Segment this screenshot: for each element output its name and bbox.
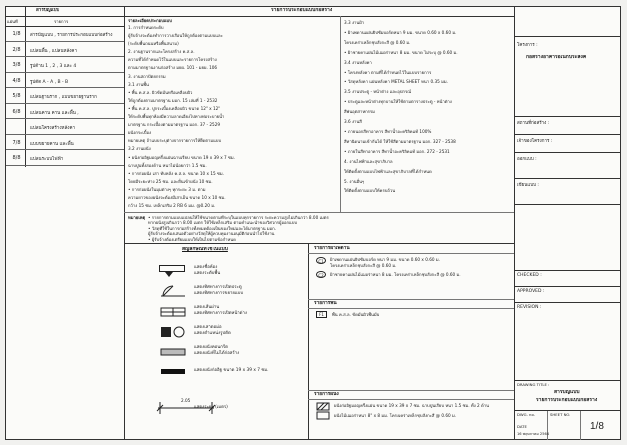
- sheet-number: 1/8: [590, 421, 604, 432]
- tb-blank: [514, 205, 621, 271]
- index-sheet-no: 8/8: [12, 155, 21, 161]
- spec-line: ให้ติดตั้งตามแบบไฟฟ้าและสุขาภิบาลที่ได้กำหนด: [344, 168, 432, 174]
- spec-line: • พื้น ค.ส.ล. ผิวขัดมันหรือเคลือบผิว: [128, 89, 193, 95]
- drawing-title-line-2: รายการประกอบแบบก่อสร้าง: [536, 398, 598, 403]
- index-header-no: แผ่นที่: [7, 19, 18, 24]
- spec-line: • โครงหลังคา ตามที่ได้กำหนดไว้ในแบบรายการ: [344, 69, 432, 75]
- drawing-title-line-1: สารบัญแบบ: [554, 390, 580, 395]
- tb-checked: CHECKED :: [514, 271, 621, 287]
- tb-drawn: เขียนแบบ :: [514, 179, 621, 205]
- spec-line: ผู้รับจ้างจะต้องเสนอตัวอย่างวัสดุให้ผู้ควบคุมงานอนุมัติก่อนนำไปใช้งาน: [148, 231, 275, 237]
- spec-line: • การก่อผนังในมุมต่างๆ ทุกระยะ 3 ม. ตาม: [128, 186, 206, 192]
- spec-line: • ผู้รับจ้างต้องเตรียมแบบให้เป็นไปตามข้อกำหนด: [148, 236, 236, 242]
- spec-line: มาตรฐาน กระเบื้องตามมาตรฐาน มอก. 37 - 2529: [128, 122, 221, 128]
- tb-owner: เจ้าของโครงการ :: [514, 135, 621, 153]
- spec-line: 3.2 งานผนัง: [128, 146, 151, 152]
- tb-location: สถานที่ก่อสร้าง :: [514, 117, 621, 135]
- spec-line: • รายการตามแบบแปลนให้ใช้ขนาดตามที่ระบุในแบบทุกรายการ ระยะความสูงไม่เกินกว่า 8.00 เมตร: [148, 215, 329, 220]
- spec-line: ให้ระดับพื้นทุกห้องมีความลาดเอียงไปทางท่อระบายน้ำ: [128, 114, 225, 120]
- spec-line: สีพ่นอุตสาหกรรม: [344, 109, 375, 115]
- spec-right-column: [344, 18, 512, 196]
- spec-line: 3. งานสถาปัตยกรรม: [128, 73, 166, 79]
- index-sheet-no: 6/8: [12, 108, 21, 115]
- index-row: [6, 26, 124, 42]
- index-caption: สารบัญแบบ: [36, 8, 60, 13]
- spec-line: • การก่อผนัง เสา ทับหลัง ค.ส.ล. ขนาด 10 x 15 ซม.: [128, 170, 224, 176]
- spec-line: 4. งานไฟฟ้าและสุขาภิบาล: [344, 158, 393, 164]
- floor-code-f1: F1: [316, 311, 327, 318]
- index-row: [6, 104, 124, 120]
- date-value: 16 พฤษภาคม 2564: [517, 432, 550, 436]
- spec-line: • ฝ้าเพดานแผ่นยิปซัมบอร์ดหนา 9 มม. ขนาด 0.60 x 0.60 ม.: [344, 29, 457, 35]
- wall-hatch-icon: [316, 402, 330, 420]
- index-sheet-title: สารบัญแบบ , รายการประกอบแบบก่อสร้าง: [30, 33, 113, 38]
- spec-line: • พื้น ค.ส.ล. ปูกระเบื้องเคลือบผิว ขนาด 12" x 12": [128, 105, 221, 111]
- spec-line: 1. การกำหนดระดับ: [128, 25, 164, 30]
- spec-line: • วัสดุที่ใช้ในการก่อสร้างทั้งหมดต้องเป็นของใหม่และได้มาตรฐาน มอก.: [148, 225, 277, 231]
- index-header-title: รายการ: [54, 19, 69, 24]
- index-sheet-no: 5/8: [12, 93, 21, 99]
- notes-prefix: หมายเหตุ: [128, 215, 146, 220]
- spec-line: 3.3 งานฝ้า: [344, 20, 365, 25]
- spec-line: 2. งานฐานรากและโครงสร้าง ค.ส.ล.: [128, 49, 195, 55]
- spec-line: 3.1 งานพื้น: [128, 81, 149, 87]
- index-sheet-title: แปลนระบบไฟฟ้า: [30, 157, 64, 162]
- spec-line: โดยมีระยะห่าง 25 ซม. และยื่นเข้าผนัง 10 ซม.: [128, 178, 213, 184]
- spec-line: หากผนังสูงเกินกว่า 8.00 เมตร ให้ใช้เหล็กเสริม ตามคำแนะนำของวิศวกรผู้ออกแบบ: [148, 220, 298, 226]
- index-row: [6, 88, 124, 104]
- index-sheet-title: แปลนพื้น , แปลนหลังคา: [30, 48, 77, 54]
- index-sheet-no: 7/8: [12, 139, 21, 146]
- index-row: [6, 135, 124, 151]
- index-sheet-title: แปลนฐานราก , แบบขยายฐานราก: [30, 95, 97, 100]
- index-sheet-no: 3/8: [12, 62, 21, 68]
- spec-line: • ประตูและหน้าต่างทุกบานให้ใช้ตามตารางประตู - หน้าต่าง: [344, 99, 452, 105]
- index-sheet-title: รูปด้าน 1 , 2 , 3 และ 4: [30, 64, 77, 69]
- index-sheet-title: แปลนโครงสร้างหลังคา: [30, 126, 75, 131]
- tb-approved: APPROVED :: [514, 287, 621, 303]
- spec-left-heading: รายละเอียดประกอบแบบ: [128, 18, 172, 23]
- project-name: ก่อสร้างอาคารอเนกประสงค์: [526, 55, 587, 60]
- index-row: [6, 57, 124, 73]
- index-sheet-title: รูปตัด A - A , B - B: [30, 79, 69, 85]
- index-divider: [124, 7, 125, 440]
- notes-block: [148, 215, 510, 242]
- spec-line: • ผนังก่ออิฐมอญครึ่งแผ่นฉาบเรียบ ขนาด 19 x 39 x 7 ซม.: [128, 154, 235, 160]
- index-sheet-title: แบบขยายคาน และพื้น: [30, 141, 74, 147]
- spec-line: ฉาบปูนทั้งสองด้าน หนาไม่น้อยกว่า 1.5 ซม.: [128, 162, 207, 168]
- spec-line: ตามมาตรฐานงานก่อสร้าง มยผ. 101 - มยผ. 106: [128, 65, 218, 71]
- spec-line: • ภายนอกสีทาอาคาร สีทาน้ำอะคริลิคแท้ 100%: [344, 128, 432, 134]
- tb-drawing-title: DRAWING TITLE : สารบัญแบบ รายการประกอบแบบก่อสร้าง: [514, 381, 621, 411]
- spec-line: ผนังกระเบื้อง: [128, 130, 152, 136]
- spec-line: 3.4 งานหลังคา: [344, 59, 372, 65]
- index-row: [6, 73, 124, 89]
- spec-line: ผู้รับจ้างจะต้องทำการวางเรือนให้ถูกต้องตามแบบและ: [128, 33, 223, 39]
- spec-title: รายการประกอบแบบก่อสร้าง: [271, 8, 333, 13]
- spec-line: สีทานิดนามเข้ากันได้ ให้ใช้สีตามมาตรฐาน มอก. 327 - 2538: [344, 138, 456, 144]
- spec-line: 3.6 งานสี: [344, 119, 362, 125]
- index-sheet-no: 2/8: [12, 46, 21, 53]
- ceiling-title: รายการฝ้าเพดาน: [314, 246, 350, 251]
- spec-line: (ระดับพื้นถนนหรือพื้นสนาม): [128, 41, 179, 47]
- tb-project: โครงการ : ก่อสร้างอาคารอเนกประสงค์: [514, 37, 621, 117]
- spec-line: กว้าง 15 ซม. เหล็กเสริม 2 RB 6 มม. @0.20 ม.: [128, 203, 216, 209]
- index-sheet-no: 4/8: [12, 77, 21, 84]
- tb-sheet: DWG. no. SHEET NO. DATE 16 พฤษภาคม 2564 1/8: [514, 411, 621, 440]
- spec-line: ให้ติดตั้งตามแบบให้ครบถ้วน: [344, 188, 396, 194]
- spec-line: หมายเหตุ ถ้าแบบระบุต่างจากรายการให้ยึดตามแบบ: [128, 138, 222, 144]
- index-sheet-no: 1/8: [12, 31, 21, 37]
- spec-line: ให้ถูกต้องตามมาตรฐาน มอก. 15 เล่มที่ 1 - 2532: [128, 97, 218, 103]
- spec-line: 5. งานอื่นๆ: [344, 178, 365, 184]
- spec-line: ความที่ได้กำหนดไว้ในแบบและรายการโครงสร้าง: [128, 57, 217, 63]
- spec-line: • ภายในสีทาอาคาร สีทาน้ำอะคริลิคแท้ มอก. 272 - 2531: [344, 148, 450, 154]
- tb-design: ออกแบบ :: [514, 153, 621, 179]
- spec-line: • ฝ้าชายคาแผ่นไม้เฌอร่าหนา 8 มม. ขนาด ไม่ระบุ @ 0.60 ม.: [344, 49, 458, 55]
- ceiling-code-c1: C1: [316, 257, 326, 264]
- spec-line: 3.5 งานประตู - หน้าต่าง และอุปกรณ์: [344, 89, 412, 95]
- symbols-title: สัญลักษณ์ที่ใช้ในแบบ: [182, 247, 228, 252]
- index-sheet-title: แปลนคาน คาน และพื้น ,: [30, 110, 79, 116]
- floor-title: รายการพื้น: [314, 301, 337, 306]
- spec-left-column: [128, 24, 338, 210]
- tb-logo-area: [514, 7, 621, 37]
- index-row: [6, 150, 124, 166]
- dimension-value: 2.05: [181, 398, 191, 403]
- drawing-sheet: สารบัญแบบ แผ่นที่ รายการ 1/8 สารบัญแบบ , รายการประกอบแบบก่อสร้าง 2/8 แปลนพื้น , แปลนหลังคา 3/8 รูปด้าน 1 , 2 , 3 และ 4 4/8 รูปตัด A - A , B - B 5/8 แปลนฐานราก , แบบขยายฐานราก 6/8 แปลนคาน คาน และพื้น , แปลนโครงสร้างหลังคา 7/8 แบบขยายคาน และพื้น 8/8 แปลนระบบไฟฟ้า รายการประกอบแบบก่อสร้าง รายละเอียดประกอบแบบ 1. การกำหนดระดับ ผู้รับจ้างจะต้องทำการวางเรือนให้ถูกต้องตามแบบและ (ระดับพื้นถนนหรือพื้นสนาม) 2. งานฐานรากและโครงสร้าง ค.ส.ล. ความที่ได้กำหนดไว้ในแบบและรายการโครงสร้าง ตามมาตรฐานงานก่อสร้าง มยผ. 101 - มยผ. 106 3. งานสถาปัตยกรรม 3.1 งานพื้น • พื้น ค.ส.ล. ผิวขัดมันหรือเคลือบผิว ให้ถูกต้องตามมาตรฐาน มอก. 15 เล่มที่ 1 - 2532 • พื้น ค.ส.ล. ปูกระเบื้องเคลือบผิว ขนาด 12" x 12" ให้ระดับพื้นทุกห้องมีความลาดเอียงไปทางท่อระบายน้ำ มาตรฐาน กระเบื้องตามมาตรฐาน มอก. 37 - 2529 ผนังกระเบื้อง หมายเหตุ ถ้าแบบระบุต่างจากรายการให้ยึดตามแบบ 3.2 งานผนัง • ผนังก่ออิฐมอญครึ่งแผ่นฉาบเรียบ ขนาด 19 x 39 x 7 ซม. ฉาบปูนทั้งสองด้าน หนาไม่น้อยกว่า 1.5 ซม. • การก่อผนัง เสา ทับหลัง ค.ส.ล. ขนาด 10 x 15 ซม. โดยมีระยะห่าง 25 ซม. และยื่นเข้าผนัง 10 ซม. • การก่อผนังในมุมต่างๆ ทุกระยะ 3 ม. ตาม ความยาวของผนังจะต้องมีเสาเอ็น ขนาด 10 x 10 ซม. กว้าง 15 ซม. เหล็กเสริม 2 RB 6 มม. @0.20 ม. 3.3 งานฝ้า • ฝ้าเพดานแผ่นยิปซัมบอร์ดหนา 9 มม. ขนาด 0.60 x 0.60 ม. โครงเคร่าเหล็กชุบสังกะสี @ 0.60 ม. • ฝ้าชายคาแผ่นไม้เฌอร่าหนา 8 มม. ขนาด ไม่ระบุ @ 0.60 ม. 3.4 งานหลังคา • โครงหลังคา ตามที่ได้กำหนดไว้ในแบบรายการ • วัสดุหลังคา แผ่นหลังคา METAL SHEET หนา 0.35 มม. 3.5 งานประตู - หน้าต่าง และอุปกรณ์ • ประตูและหน้าต่างทุกบานให้ใช้ตามตารางประตู - หน้าต่าง สีพ่นอุตสาหกรรม 3.6 งานสี • ภายนอกสีทาอาคาร สีทาน้ำอะคริลิคแท้ 100% สีทานิดนามเข้ากันได้ ให้ใช้สีตามมาตรฐาน มอก. 327 - 2538 • ภายในสีทาอาคาร สีทาน้ำอะคริลิคแท้ มอก. 272 - 2531 4. งานไฟฟ้าและสุขาภิบาล ให้ติดตั้งตามแบบไฟฟ้าและสุขาภิบาลที่ได้กำหนด 5. งานอื่นๆ ให้ติดตั้งตามแบบให้ครบถ้วน หมายเหตุ • รายการตามแบบแปลนให้ใช้ขนาดตามที่ระบุในแบบทุกรายการ ระยะความสูงไม่เกินกว่า 8.00 เมตร หากผนังสูงเกินกว่า 8.00 เมตร ให้ใช้เหล็กเสริม ตามคำแนะนำของวิศวกรผู้ออกแบบ • วัสดุที่ใช้ในการก่อสร้างทั้งหมดต้องเป็นของใหม่และได้มาตรฐาน มอก. ผู้รับจ้างจะต้องเสนอตัวอย่างวัสดุให้ผู้ควบคุมงานอนุมัติก่อนนำไปใช้งาน • ผู้รับจ้างต้องเตรียมแบบให้เป็นไปตามข้อกำหนด สัญลักษณ์ที่ใช้ในแบบ แสดงชื่อห้อง แสดงระดับพื้น แสดงทิศทางการเปิดประตู แสดงทิศทางการขยายแบบ แสดงเส้นผ่าน แสดงทิศทางการเปิดหน้าต่าง แสดงเสาตอม่อ แสดงตำแหน่งรูปตัด แสดงผนังคอนกรีต แสดงผนังที่ไม่ได้ก่อสร้าง แสดงผนังก่ออิฐ ขนาด 19 x 39 x 7 ซม. 2.05 แสดงระยะ (เมตร) รายการฝ้าเพดาน C1 ฝ้าเพดานแผ่นยิปซัมบอร์ด หนา 9 มม. ขนาด 0.60 x 0.60 ม. โครงเคร่าเหล็กชุบสังกะสี @ 0.60 ม. C2 ฝ้าชายคาแผ่นไม้เฌอร่าหนา 8 มม. โครงเคร่าเหล็กชุบสังกะสี @ 0.60 ม. รายการพื้น F1 พื้น ค.ส.ล. ขัดมันผิวพื้นมัน รายการผนัง ผนังก่ออิฐมอญครึ่งแผ่น ขนาด 19 x 39 x 7 ซม. ฉาบปูนเรียบ หนา 1.5 ซม. ทั้ง 2 ด้าน ผนังไม้เฌอร่าหนา 8" x 8 มม. โครงเคร่าเหล็กชุบสังกะสี @ 0.60 ม. โครงการ : ก่อสร้างอาคารอเนกประสงค์ สถานที่ก่อสร้าง : เจ้าของโครงการ : ออกแบบ : เขียนแบบ : CHECKED : APPROVED : REVISION : DRAWING TITLE : สารบัญแบบ รายการประกอบแบบก่อสร้าง DWG. no. SHEET NO. DATE 16 พฤษภาคม 2564 1/8: [5, 6, 621, 440]
- tb-revision: REVISION :: [514, 303, 621, 381]
- ceiling-code-c2: C2: [316, 271, 326, 278]
- index-row: [6, 119, 124, 135]
- spec-line: • วัสดุหลังคา แผ่นหลังคา METAL SHEET หนา 0.35 มม.: [344, 79, 448, 85]
- spec-line: โครงเคร่าเหล็กชุบสังกะสี @ 0.60 ม.: [344, 39, 411, 45]
- wall-title: รายการผนัง: [314, 392, 339, 397]
- index-row: [6, 42, 124, 58]
- spec-line: ความยาวของผนังจะต้องมีเสาเอ็น ขนาด 10 x 10 ซม.: [128, 194, 226, 200]
